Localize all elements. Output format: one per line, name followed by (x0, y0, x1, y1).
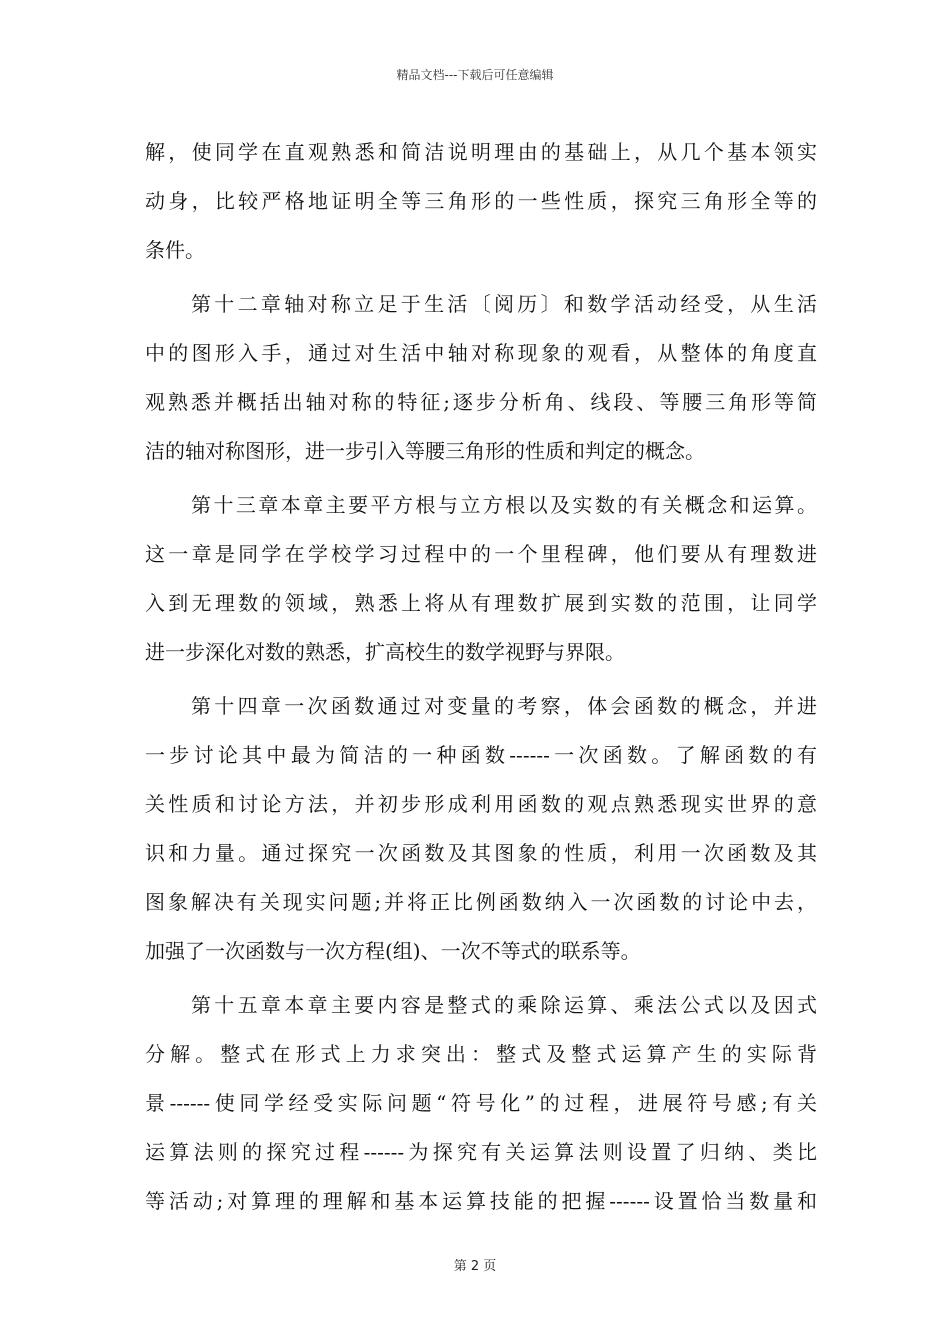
text-line: 入到无理数的领域，熟悉上将从有理数扩展到实数的范围，让同学 (145, 591, 817, 615)
text-line: 加强了一次函数与一次方程(组)、一次不等式的联系等。 (145, 939, 641, 963)
text-line: 一步讨论其中最为简洁的一种函数------一次函数。了解函数的有 (145, 743, 817, 767)
text-line: 动身，比较严格地证明全等三角形的一些性质，探究三角形全等的 (145, 189, 817, 213)
text-line: 洁的轴对称图形，进一步引入等腰三角形的性质和判定的概念。 (145, 439, 705, 463)
text-line: 进一步深化对数的熟悉，扩高校生的数学视野与界限。 (145, 640, 625, 664)
text-line: 解，使同学在直观熟悉和简洁说明理由的基础上，从几个基本领实 (145, 140, 817, 164)
text-line: 第十二章轴对称立足于生活〔阅历〕和数学活动经受，从生活 (191, 292, 817, 316)
text-line: 分解。整式在形式上力求突出：整式及整式运算产生的实际背 (145, 1042, 817, 1066)
text-line: 中的图形入手，通过对生活中轴对称现象的观看，从整体的角度直 (145, 341, 817, 365)
text-line: 运算法则的探究过程------为探究有关运算法则设置了归纳、类比 (145, 1140, 817, 1164)
text-line: 观熟悉并概括出轴对称的特征;逐步分析角、线段、等腰三角形等简 (145, 390, 817, 414)
text-line: 第十三章本章主要平方根与立方根以及实数的有关概念和运算。 (191, 493, 817, 517)
text-line: 这一章是同学在学校学习过程中的一个里程碑，他们要从有理数进 (145, 542, 817, 566)
document-body (145, 128, 817, 1226)
text-line: 等活动;对算理的理解和基本运算技能的把握------设置恰当数量和 (145, 1189, 817, 1213)
text-line: 景------使同学经受实际问题“符号化”的过程，进展符号感;有关 (145, 1091, 817, 1115)
text-line: 第十五章本章主要内容是整式的乘除运算、乘法公式以及因式 (191, 993, 817, 1017)
page-header: 精品文档---下载后可任意编辑 (396, 68, 554, 82)
text-line: 识和力量。通过探究一次函数及其图象的性质，利用一次函数及其 (145, 841, 817, 865)
text-line: 条件。 (145, 238, 205, 262)
page-number: 第 2 页 (453, 1259, 497, 1274)
text-line: 第十四章一次函数通过对变量的考察，体会函数的概念，并进 (191, 694, 817, 718)
text-line: 图象解决有关现实问题;并将正比例函数纳入一次函数的讨论中去， (145, 890, 817, 914)
text-line: 关性质和讨论方法，并初步形成利用函数的观点熟悉现实世界的意 (145, 792, 817, 816)
